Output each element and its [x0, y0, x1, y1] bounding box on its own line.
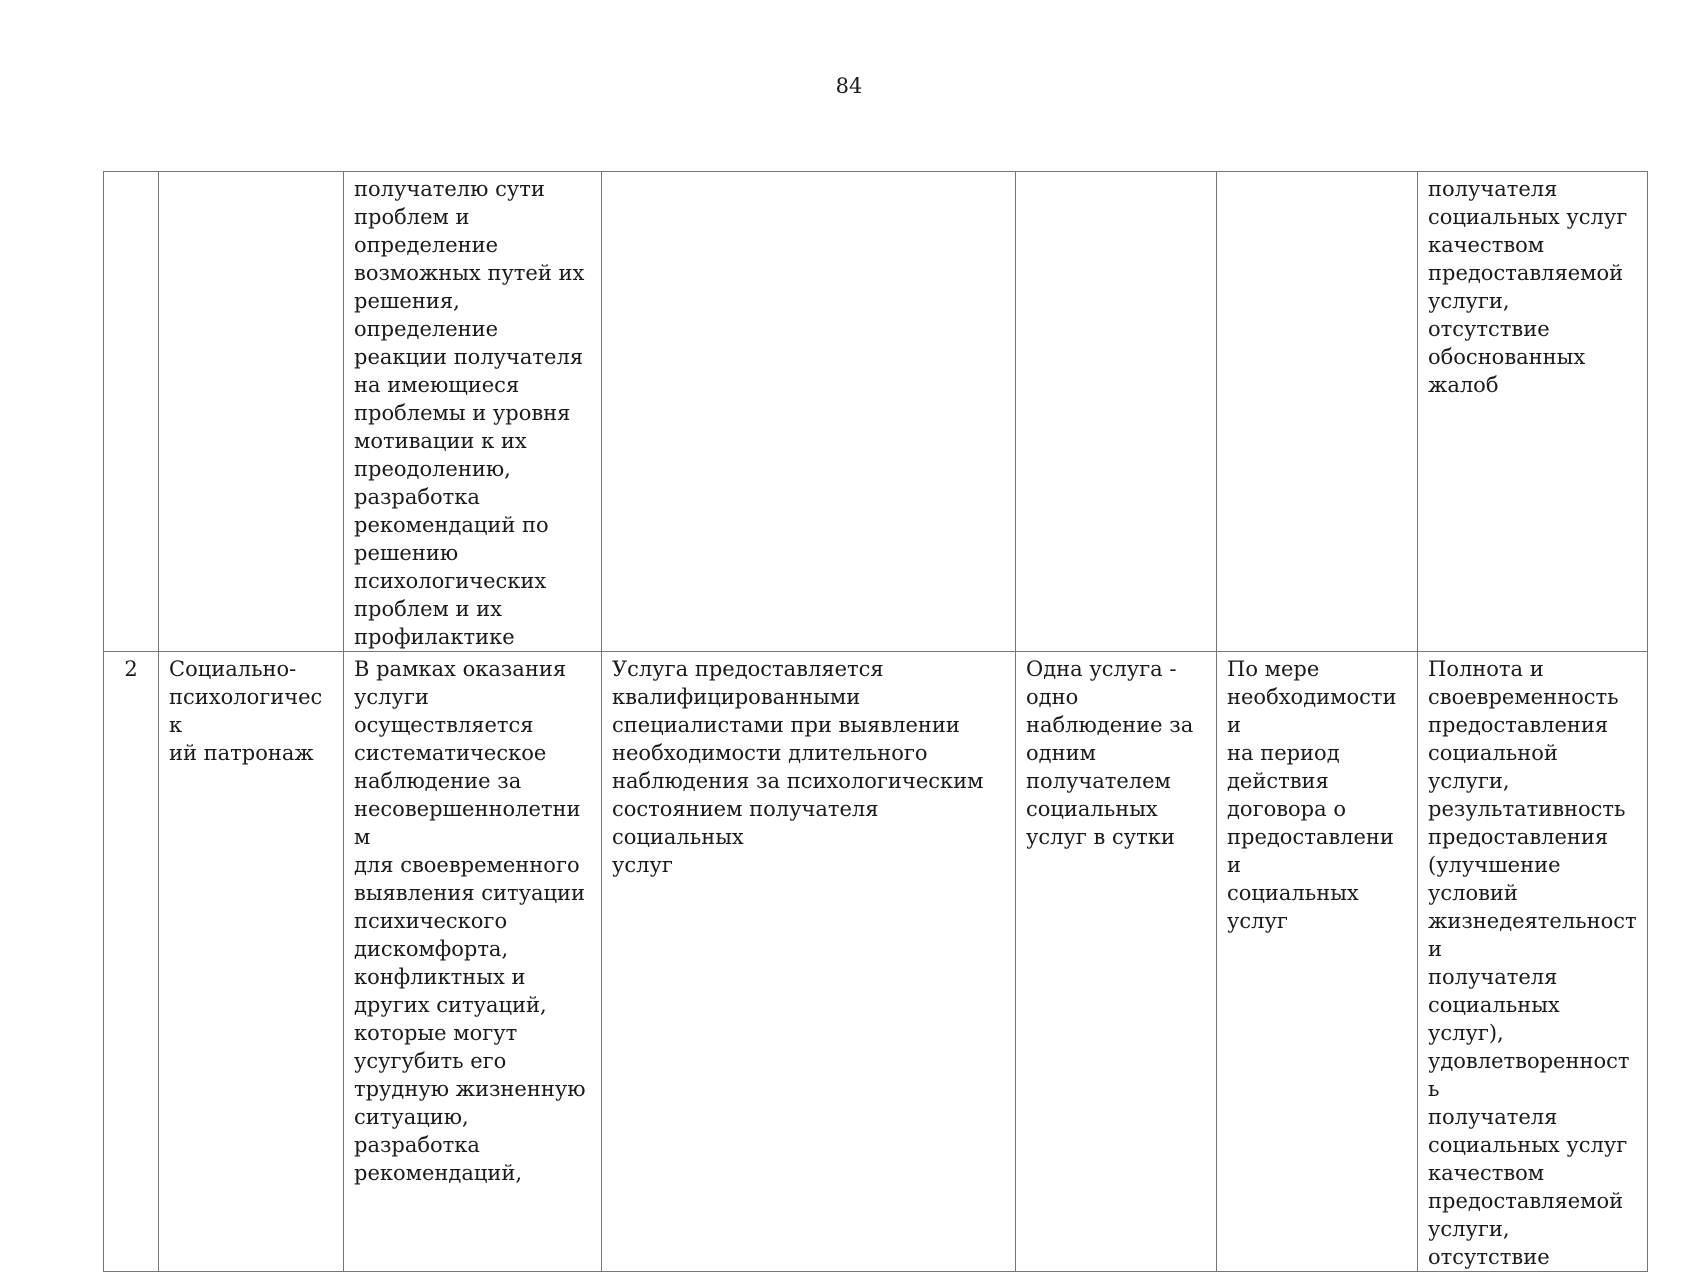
table-row: [104, 172, 1648, 652]
service-period-cell: [1217, 172, 1418, 652]
table-row: [104, 652, 1648, 1272]
services-table: [103, 171, 1648, 1272]
service-quality-cell: получателя социальных услуг качеством предоставляемой услуги, отсутствие обоснованных жалоб: [1418, 172, 1648, 652]
service-conditions-cell: Услуга предоставляется квалифицированными специалистами при выявлении необходимости длительного наблюдения за психологическим состоянием получателя социальных услуг: [602, 652, 1016, 1272]
service-period-cell: По мере необходимости и на период действия договора о предоставлении социальных услуг: [1217, 652, 1418, 1272]
service-quality-cell: Полнота и своевременность предоставления социальной услуги, результативность предоставления (улучшение условий жизнедеятельности получателя социальных услуг), удовлетворенность получателя социальных услуг качеством предоставляемой услуги, отсутствие: [1418, 652, 1648, 1272]
row-number-cell: 2: [104, 652, 159, 1272]
service-description-cell: получателю сути проблем и определение возможных путей их решения, определение реакции получателя на имеющиеся проблемы и уровня мотивации к их преодолению, разработка рекомендаций по решению психологических проблем и их профилактике: [344, 172, 602, 652]
service-unit-cell: Одна услуга - одно наблюдение за одним получателем социальных услуг в сутки: [1016, 652, 1217, 1272]
service-description-cell: В рамках оказания услуги осуществляется систематическое наблюдение за несовершеннолетним для своевременного выявления ситуации психического дискомфорта, конфликтных и других ситуаций, которые могут усугубить его трудную жизненную ситуацию, разработка рекомендаций,: [344, 652, 602, 1272]
service-conditions-cell: [602, 172, 1016, 652]
service-unit-cell: [1016, 172, 1217, 652]
service-name-cell: Социально- психологическ ий патронаж: [159, 652, 344, 1272]
page-number: 84: [835, 74, 863, 98]
service-name-cell: [159, 172, 344, 652]
row-number-cell: [104, 172, 159, 652]
